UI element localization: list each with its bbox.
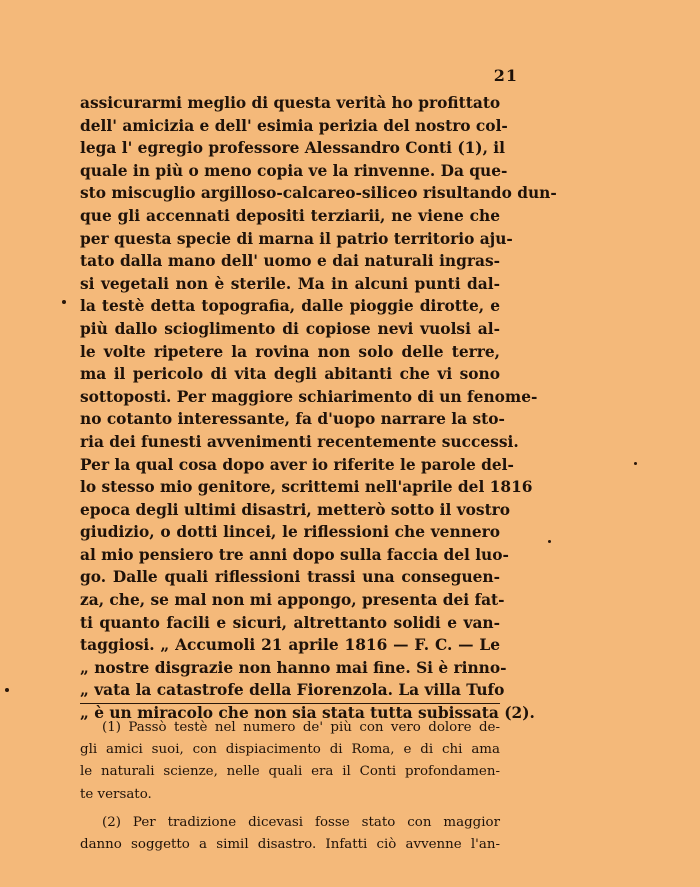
ink-speck (5, 688, 9, 692)
ink-speck (548, 540, 551, 543)
footnote-line: (1) Passò testè nel numero de' più con vero dolore de- (102, 720, 500, 735)
body-text (80, 92, 557, 725)
footnote-line: (2) Per tradizione dicevasi fosse stato con maggior (102, 814, 500, 830)
body-line: epoca degli ultimi disastri, metterò sotto il vostro (80, 500, 511, 519)
footnote-line: danno soggetto a simil disastro. Infatti ciò avvenne l'an- (80, 836, 500, 852)
body-line: no cotanto interessante, fa d'uopo narrare la sto- (80, 410, 505, 429)
body-line: più dallo scioglimento di copiose nevi vuolsi al- (80, 319, 500, 338)
body-line: tato dalla mano dell' uomo e dai naturali ingras- (80, 252, 500, 271)
page-number: 21 (493, 66, 518, 85)
body-line: dell' amicizia e dell' esimia perizia del nostro col- (80, 116, 508, 135)
body-line: que gli accennati depositi terziarii, ne viene che (80, 206, 500, 225)
ink-speck (634, 462, 637, 465)
body-line: „ è un miracolo che non sia stata tutta subissata (2). (80, 704, 535, 723)
body-line: quale in più o meno copia ve la rinvenne. Da que- (80, 161, 508, 180)
body-line: za, che, se mal non mi appongo, presenta dei fat- (80, 591, 505, 610)
footnote-divider (80, 703, 500, 704)
body-line: ti quanto facili e sicuri, altrettanto solidi e van- (80, 613, 500, 632)
footnote-line: te versato. (80, 786, 152, 802)
body-line: giudizio, o dotti lincei, le riflessioni che vennero (80, 523, 500, 542)
body-line: la testè detta topografia, dalle pioggie dirotte, e (80, 297, 500, 316)
body-line: go. Dalle quali riflessioni trassi una conseguen- (80, 568, 500, 587)
body-line: taggiosi. „ Accumoli 21 aprile 1816 — F. C. — Le (80, 636, 500, 655)
body-line: assicurarmi meglio di questa verità ho profittato (80, 94, 501, 112)
body-line: lega l' egregio professore Alessandro Conti (1), il (80, 139, 506, 158)
body-line: lo stesso mio genitore, scrittemi nell'aprile del 1816 (80, 478, 533, 497)
body-line: per questa specie di marna il patrio territorio aju- (80, 229, 513, 248)
footnote-line: le naturali scienze, nelle quali era il Conti profondamen- (80, 764, 500, 780)
ink-speck (62, 300, 66, 304)
body-line: „ vata la catastrofe della Fiorenzola. La villa Tufo (80, 681, 505, 700)
body-line: si vegetali non è sterile. Ma in alcuni punti dal- (80, 274, 500, 293)
body-line: sto miscuglio argilloso-calcareo-siliceo risultando dun- (80, 184, 557, 203)
body-line: ma il pericolo di vita degli abitanti che vi sono (80, 365, 500, 384)
body-line: ria dei funesti avvenimenti recentemente successi. (80, 432, 519, 451)
footnote-line: gli amici suoi, con dispiacimento di Roma, e di chi ama (80, 742, 500, 758)
body-line: Per la qual cosa dopo aver io riferite le parole del- (80, 455, 514, 474)
body-line: „ nostre disgrazie non hanno mai fine. Si è rinno- (80, 658, 507, 677)
body-line: le volte ripetere la rovina non solo delle terre, (80, 342, 500, 361)
body-line: al mio pensiero tre anni dopo sulla faccia del luo- (80, 545, 509, 564)
body-line: sottoposti. Per maggiore schiarimento di un fenome- (80, 387, 538, 406)
footnotes (80, 717, 500, 856)
